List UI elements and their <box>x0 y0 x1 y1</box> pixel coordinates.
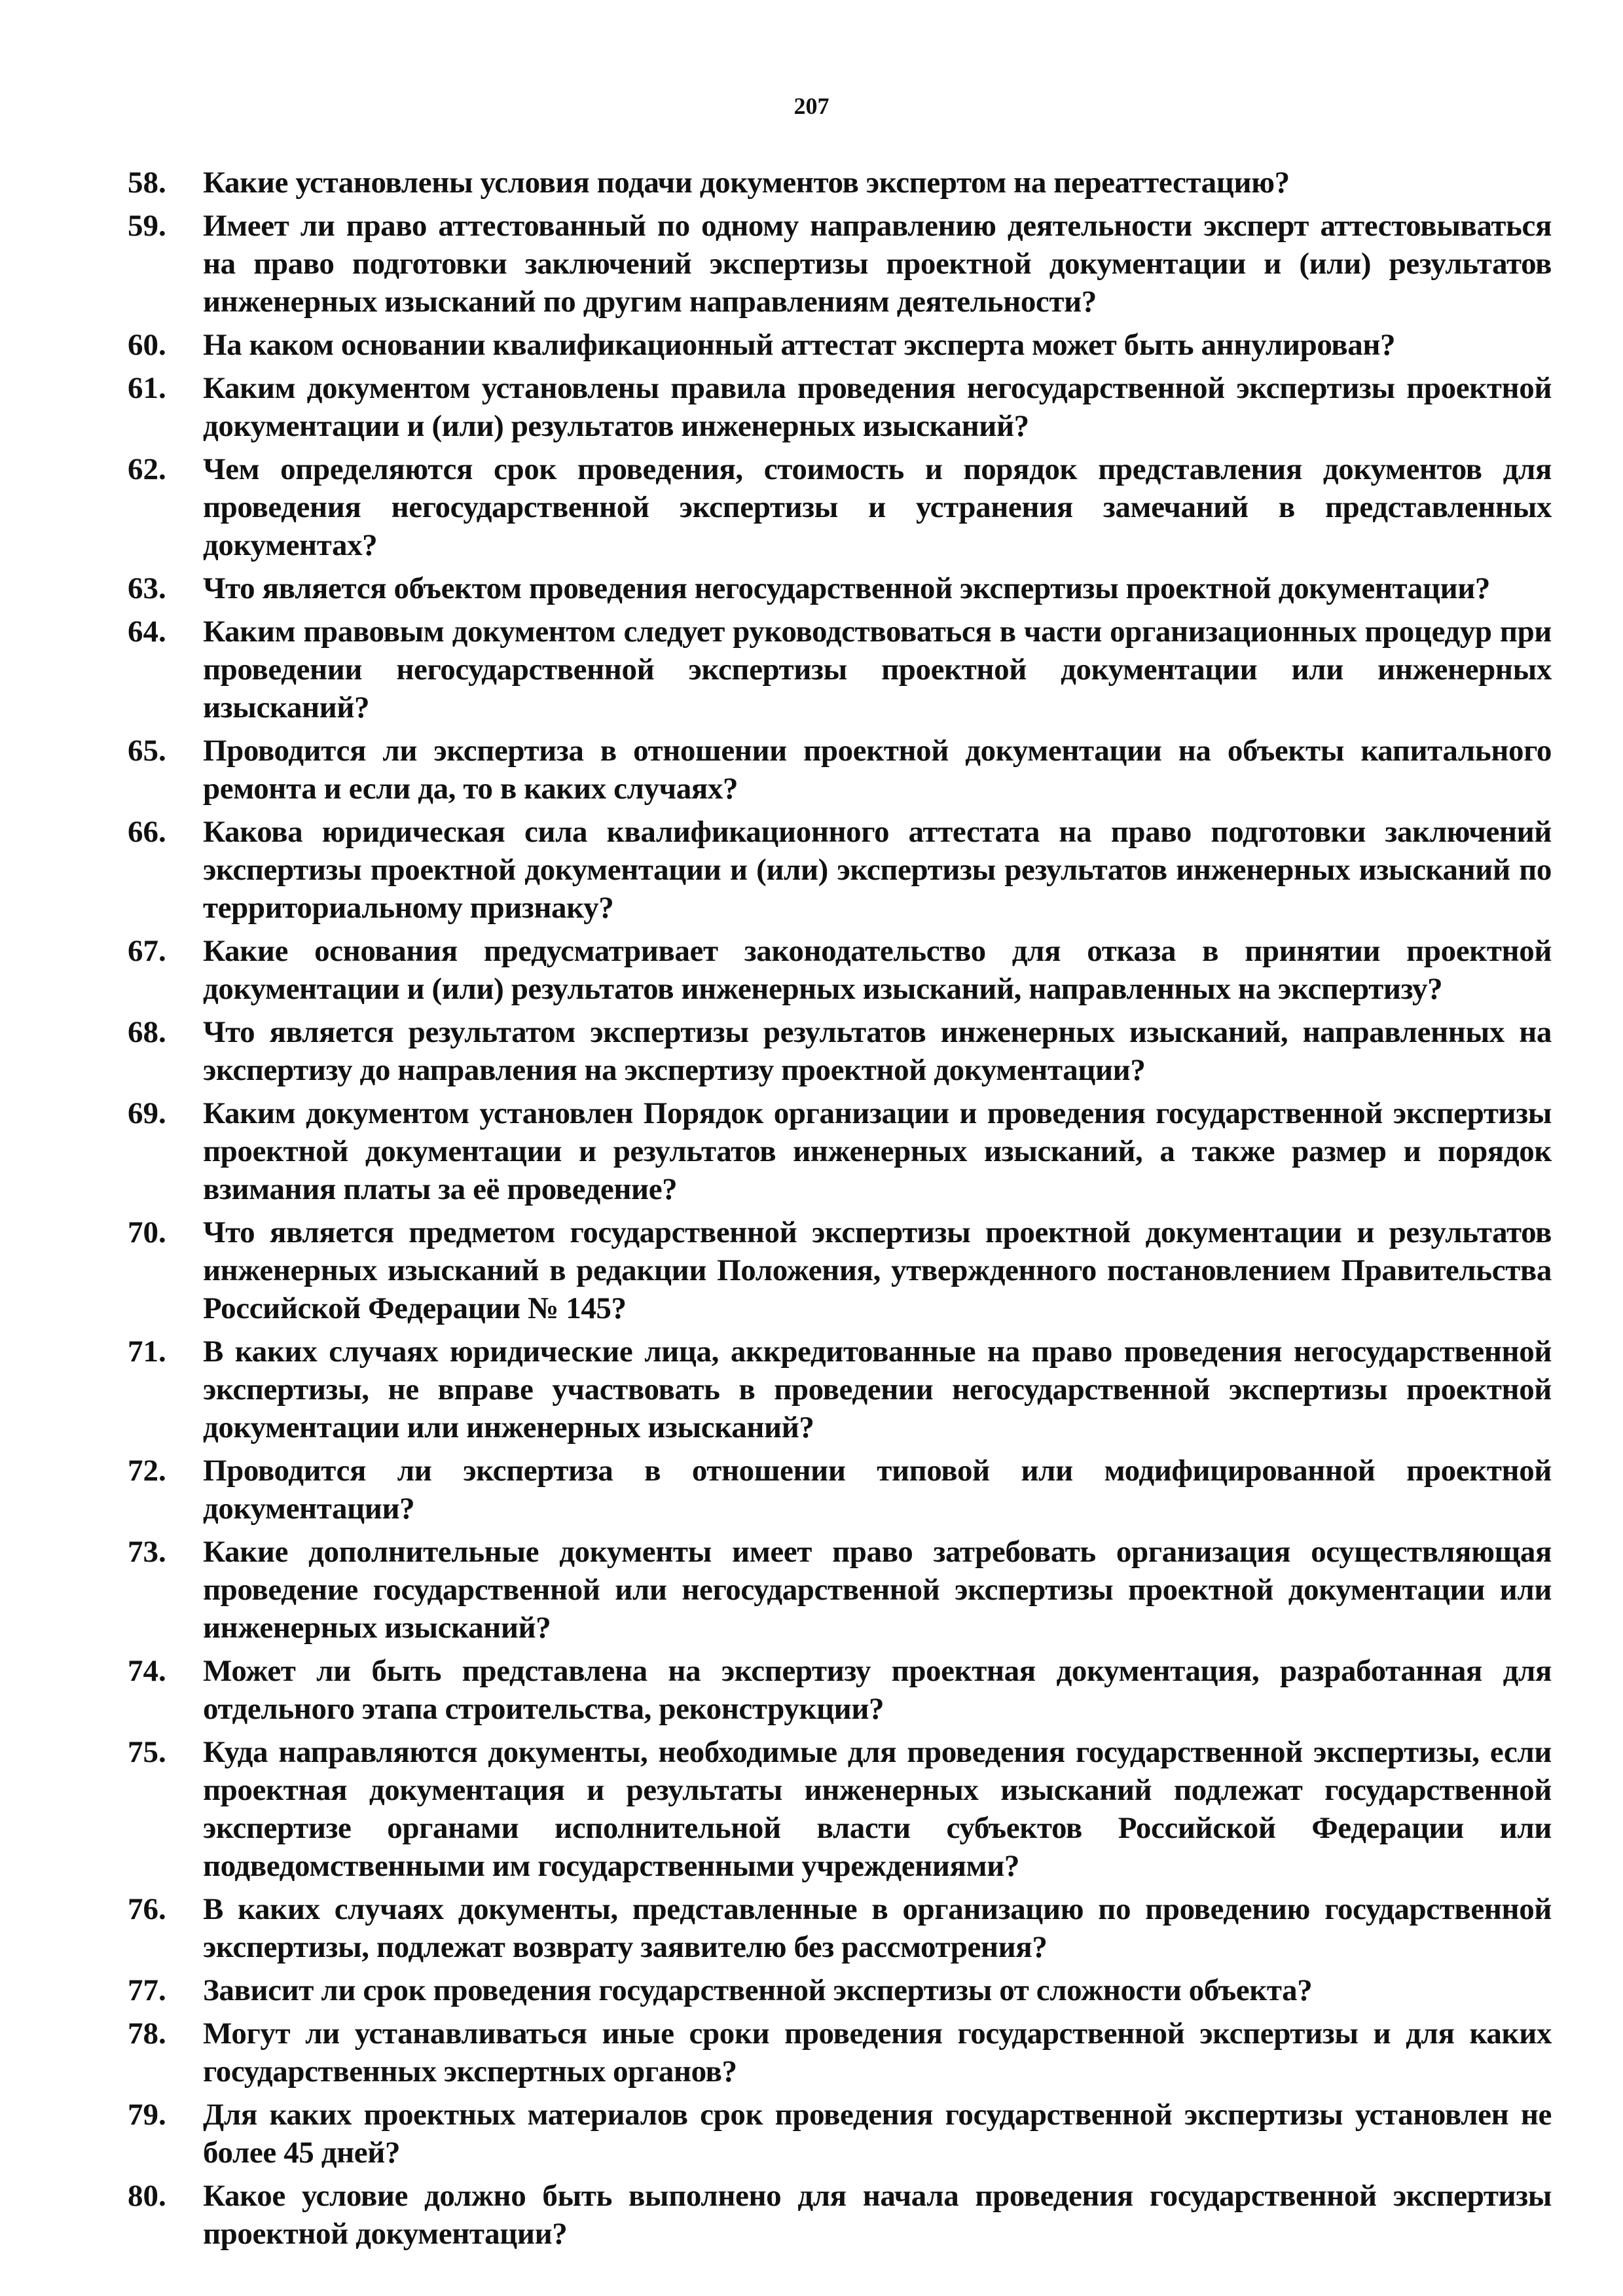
question-number: 78. <box>128 2017 166 2051</box>
question-item <box>128 569 1552 607</box>
question-item <box>128 1890 1552 1966</box>
question-number: 59. <box>128 209 166 243</box>
question-text: В каких случаях документы, представленные в организацию по проведению государственной экспертизы, подлежат возврату заявителю без рассмотрения? <box>203 1892 1552 1964</box>
question-number: 66. <box>128 815 166 849</box>
question-text: Чем определяются срок проведения, стоимость и порядок представления документов для проведения негосударственной экспертизы и устранения замечаний в представленных документах? <box>203 452 1552 562</box>
question-item <box>128 1094 1552 1208</box>
question-item <box>128 2177 1552 2253</box>
question-number: 62. <box>128 452 166 486</box>
question-number: 64. <box>128 615 166 649</box>
question-text: Каким документом установлен Порядок организации и проведения государственной экспертизы проектной документации и результатов инженерных изысканий, а также размер и порядок взимания платы за её проведение? <box>203 1096 1552 1206</box>
question-text: Каким документом установлены правила проведения негосударственной экспертизы проектной документации и (или) результатов инженерных изысканий? <box>203 371 1552 443</box>
question-number: 70. <box>128 1215 166 1249</box>
question-item <box>128 932 1552 1008</box>
question-text: Проводится ли экспертиза в отношении проектной документации на объекты капитального ремонта и если да, то в каких случаях? <box>203 734 1552 806</box>
question-item <box>128 1333 1552 1446</box>
question-number: 77. <box>128 1973 166 2007</box>
question-item <box>128 2015 1552 2090</box>
question-item <box>128 2096 1552 2172</box>
question-number: 80. <box>128 2179 166 2213</box>
question-number: 72. <box>128 1454 166 1488</box>
question-text: Может ли быть представлена на экспертизу проектная документация, разработанная для отдельного этапа строительства, реконструкции? <box>203 1654 1552 1726</box>
question-item <box>128 450 1552 564</box>
question-text: Что является результатом экспертизы результатов инженерных изысканий, направленных на экспертизу до направления на экспертизу проектной документации? <box>203 1015 1552 1087</box>
question-item <box>128 207 1552 321</box>
question-text: Какие дополнительные документы имеет право затребовать организация осуществляющая проведение государственной или негосударственной экспертизы проектной документации или инженерных изысканий? <box>203 1535 1552 1645</box>
question-text: Какие основания предусматривает законодательство для отказа в принятии проектной документации и (или) результатов инженерных изысканий, направленных на экспертизу? <box>203 934 1552 1006</box>
question-item <box>128 1452 1552 1528</box>
question-number: 61. <box>128 371 166 405</box>
question-item <box>128 1971 1552 2009</box>
question-item <box>128 326 1552 364</box>
question-number: 60. <box>128 328 166 362</box>
question-number: 68. <box>128 1015 166 1049</box>
question-text: Проводится ли экспертиза в отношении типовой или модифицированной проектной документации? <box>203 1454 1552 1526</box>
question-number: 63. <box>128 571 166 605</box>
question-text: В каких случаях юридические лица, аккредитованные на право проведения негосударственной экспертизы, не вправе участвовать в проведении негосударственной экспертизы проектной документации или инженерных изысканий? <box>203 1335 1552 1444</box>
question-text: Зависит ли срок проведения государственной экспертизы от сложности объекта? <box>203 1973 1313 2007</box>
question-text: Куда направляются документы, необходимые для проведения государственной экспертизы, если проектная документация и результаты инженерных изысканий подлежат государственной экспертизе органами исполнительной власти субъектов Российской Федерации или подведомственными им государственными учреждениями? <box>203 1735 1552 1883</box>
question-item <box>128 1213 1552 1327</box>
question-list <box>128 164 1552 2258</box>
question-item <box>128 1733 1552 1885</box>
question-number: 79. <box>128 2098 166 2132</box>
question-item <box>128 732 1552 808</box>
question-item <box>128 613 1552 726</box>
question-text: Могут ли устанавливаться иные сроки проведения государственной экспертизы и для каких государственных экспертных органов? <box>203 2017 1552 2089</box>
question-text: Что является предметом государственной экспертизы проектной документации и результатов инженерных изысканий в редакции Положения, утвержденного постановлением Правительства Российской Федерации № 145? <box>203 1215 1552 1325</box>
question-item <box>128 1652 1552 1728</box>
question-item <box>128 813 1552 927</box>
question-number: 73. <box>128 1535 166 1569</box>
question-text: Имеет ли право аттестованный по одному направлению деятельности эксперт аттестовываться на право подготовки заключений экспертизы проектной документации и (или) результатов инженерных изысканий по другим направлениям деятельности? <box>203 209 1552 319</box>
question-number: 67. <box>128 934 166 968</box>
question-number: 75. <box>128 1735 166 1769</box>
question-number: 71. <box>128 1335 166 1369</box>
question-text: На каком основании квалификационный аттестат эксперта может быть аннулирован? <box>203 328 1396 362</box>
question-text: Для каких проектных материалов срок проведения государственной экспертизы установлен не более 45 дней? <box>203 2098 1552 2170</box>
question-text: Что является объектом проведения негосударственной экспертизы проектной документации? <box>203 571 1491 605</box>
question-number: 58. <box>128 166 166 200</box>
page-number: 207 <box>793 93 830 119</box>
question-item <box>128 369 1552 445</box>
question-number: 74. <box>128 1654 166 1688</box>
question-text: Какова юридическая сила квалификационного аттестата на право подготовки заключений экспертизы проектной документации и (или) экспертизы результатов инженерных изысканий по территориальному признаку? <box>203 815 1552 925</box>
question-number: 69. <box>128 1096 166 1130</box>
question-number: 65. <box>128 734 166 768</box>
question-item <box>128 1013 1552 1089</box>
question-text: Какие установлены условия подачи документов экспертом на переаттестацию? <box>203 166 1290 200</box>
question-item <box>128 1533 1552 1647</box>
question-text: Какое условие должно быть выполнено для начала проведения государственной экспертизы проектной документации? <box>203 2179 1552 2251</box>
question-item <box>128 164 1552 202</box>
question-number: 76. <box>128 1892 166 1926</box>
question-text: Каким правовым документом следует руководствоваться в части организационных процедур при проведении негосударственной экспертизы проектной документации или инженерных изысканий? <box>203 615 1552 725</box>
